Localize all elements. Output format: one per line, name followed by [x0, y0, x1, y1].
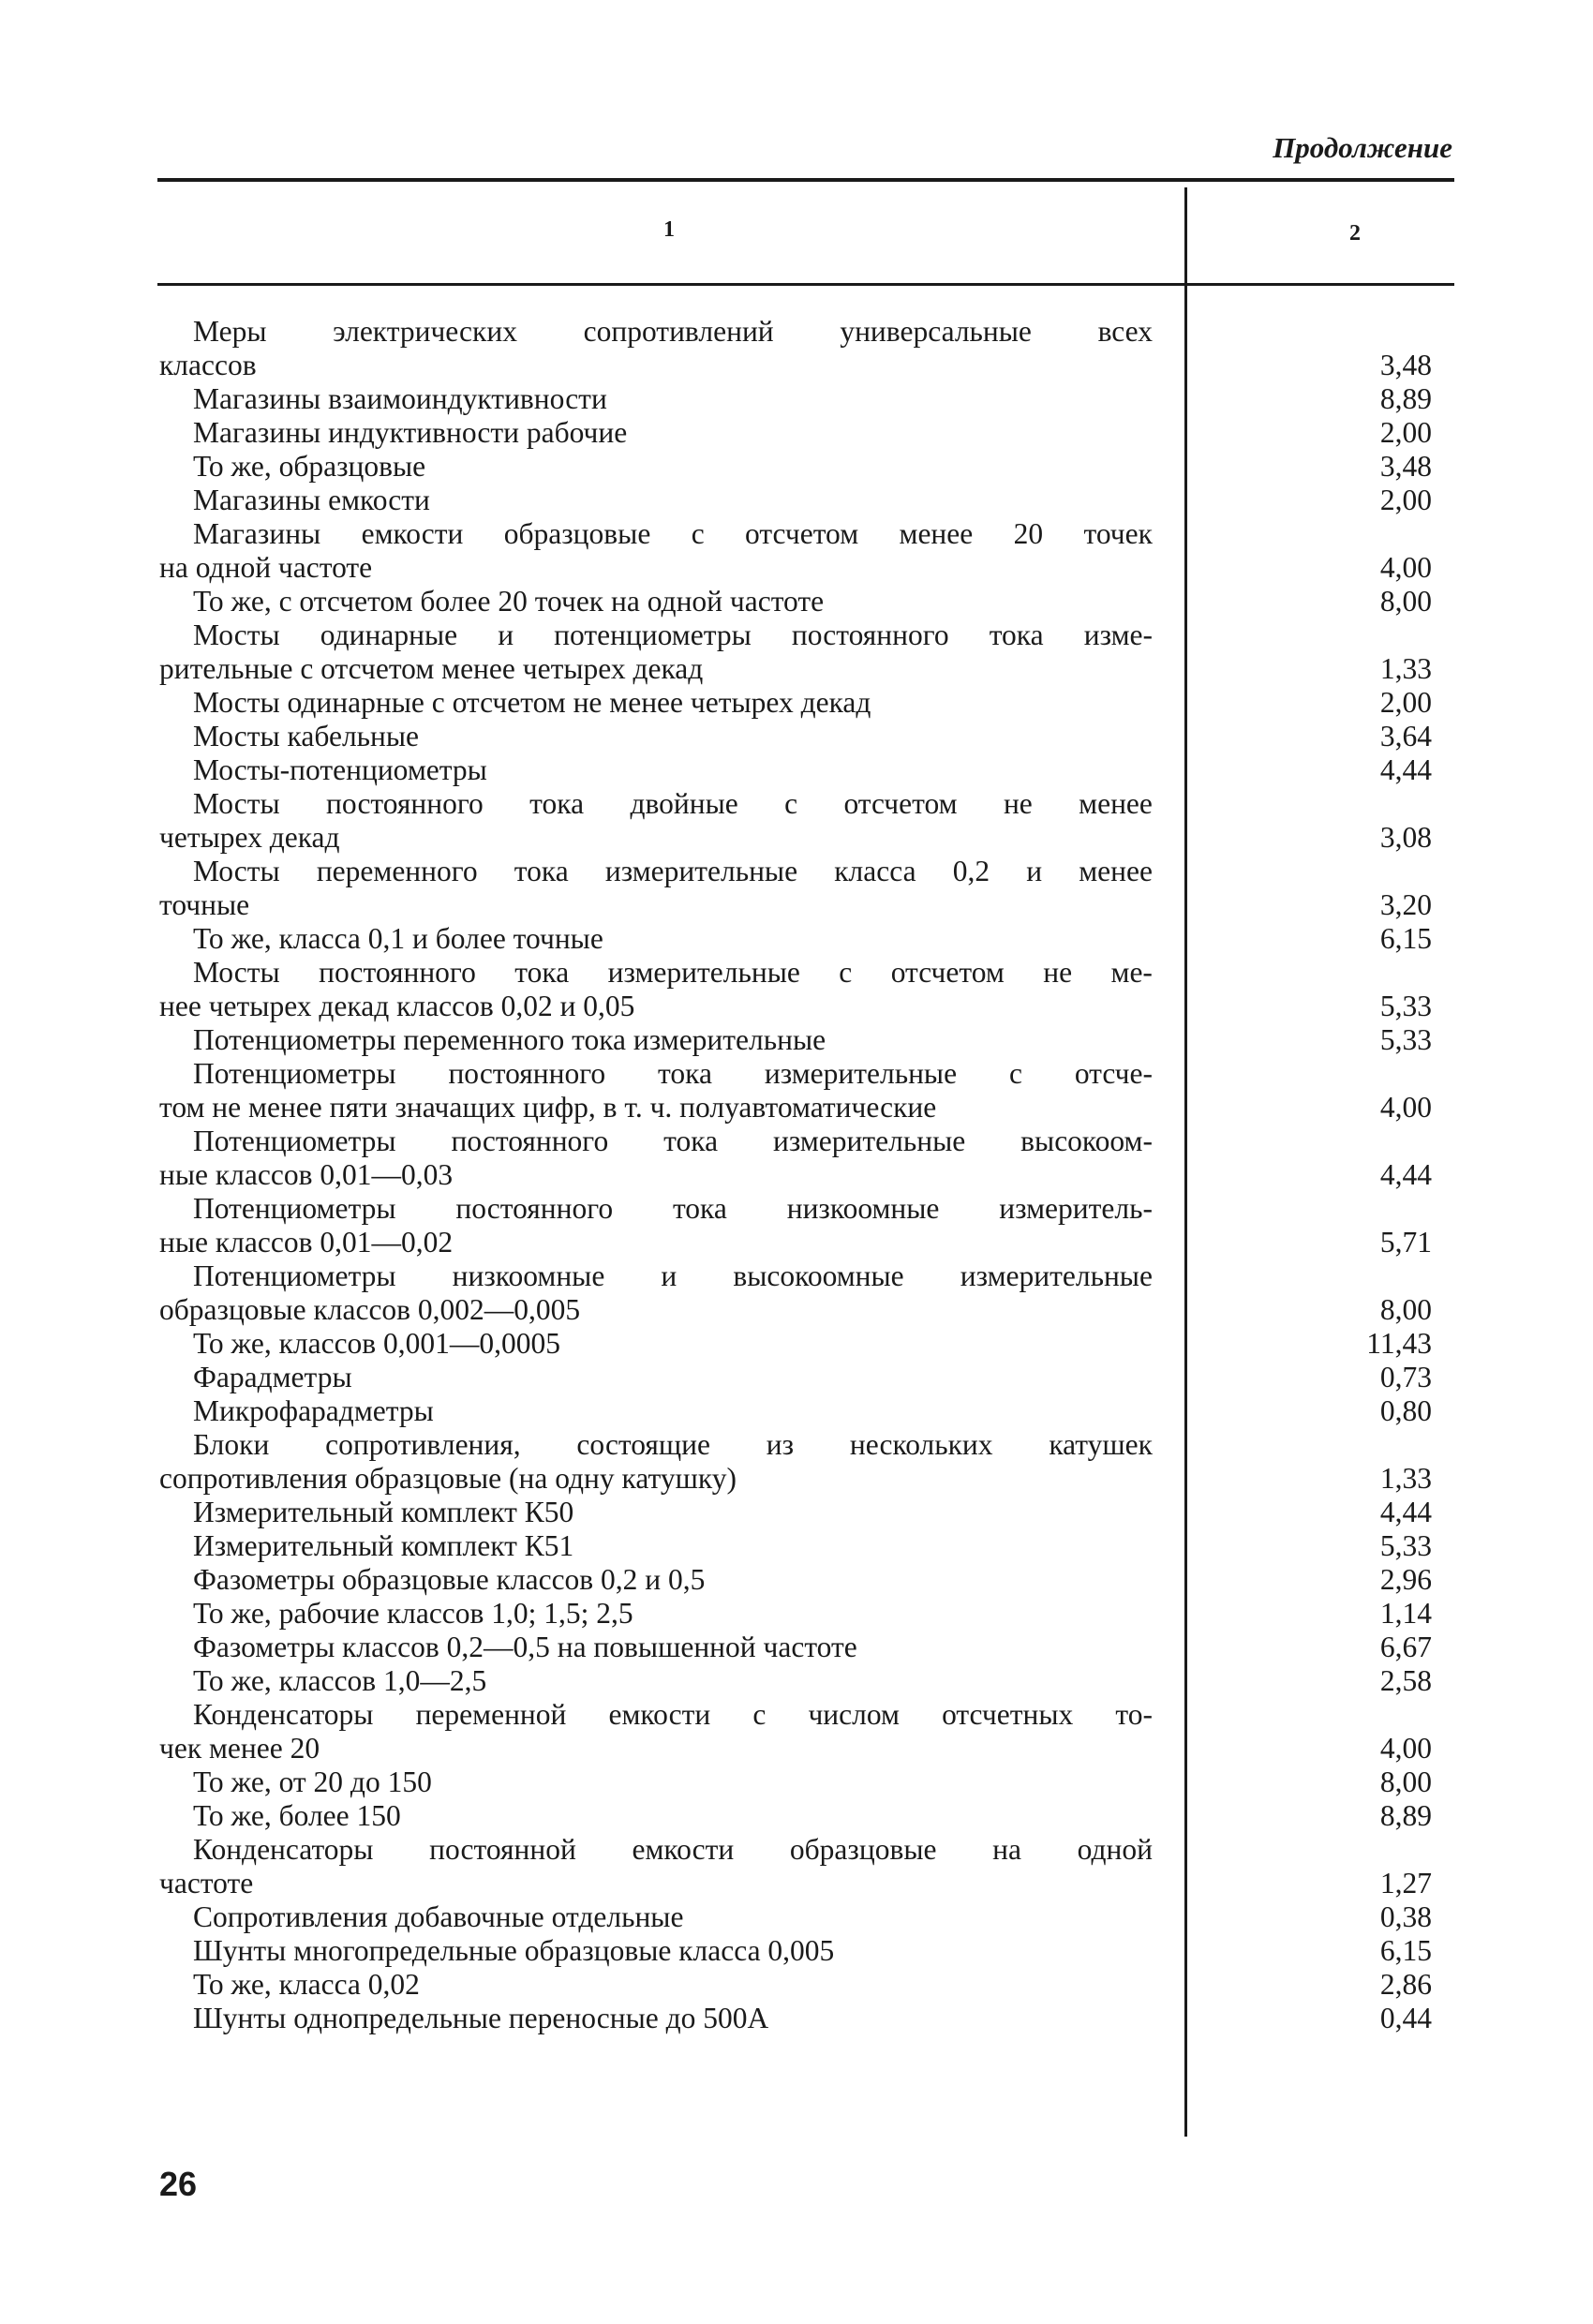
table-row: [159, 686, 1434, 720]
row-description: [159, 1394, 1153, 1428]
row-value: 2,00: [1379, 686, 1432, 719]
description-line: То же, классов 0,001—0,0005: [193, 1327, 561, 1360]
column-header-2: 2: [1349, 221, 1361, 246]
row-value: 8,00: [1379, 1765, 1432, 1798]
row-description: [159, 1496, 1153, 1529]
row-value: 5,71: [1379, 1226, 1432, 1259]
description-line: сопротивления образцовые (на одну катушку): [159, 1462, 737, 1495]
table-row: [159, 787, 1434, 855]
table-row: [159, 1192, 1434, 1259]
row-value: 1,27: [1379, 1867, 1432, 1899]
row-value: 3,48: [1379, 349, 1432, 381]
table-row: [159, 1934, 1434, 1968]
table-row: [159, 1023, 1434, 1057]
description-line: классов: [159, 349, 257, 381]
row-description: [159, 1327, 1153, 1361]
row-description: [159, 1833, 1153, 1900]
table-row: [159, 1799, 1434, 1833]
description-line: Мосты кабельные: [193, 720, 420, 752]
row-description: [159, 1765, 1153, 1799]
description-line: То же, от 20 до 150: [193, 1765, 432, 1798]
row-value: 5,33: [1379, 990, 1432, 1022]
row-value: 6,15: [1379, 922, 1432, 955]
description-line: Микрофарадметры: [193, 1394, 434, 1427]
row-value: 4,44: [1379, 753, 1432, 786]
description-line: То же, более 150: [193, 1799, 401, 1832]
description-line: Мосты постоянного тока измерительные с отсчетом не ме-: [193, 956, 1153, 989]
description-line: Потенциометры переменного тока измерительные: [193, 1023, 826, 1056]
row-description: [159, 1900, 1153, 1934]
description-line: Мосты одинарные с отсчетом не менее четырех декад: [193, 686, 871, 719]
row-description: [159, 517, 1153, 585]
row-description: [159, 753, 1153, 787]
row-value: 8,00: [1379, 1293, 1432, 1326]
description-line: Потенциометры низкоомные и высокоомные измерительные: [193, 1259, 1153, 1292]
row-description: [159, 1361, 1153, 1394]
row-value: 1,33: [1379, 1462, 1432, 1495]
table-row: [159, 382, 1434, 416]
row-value: 1,33: [1379, 652, 1432, 685]
row-value: 4,44: [1379, 1496, 1432, 1528]
row-description: [159, 1057, 1153, 1125]
table-row: [159, 1631, 1434, 1664]
description-line: на одной частоте: [159, 551, 373, 584]
description-line: Магазины емкости образцовые с отсчетом менее 20 точек: [193, 517, 1153, 550]
table-row: [159, 956, 1434, 1023]
table-row: [159, 484, 1434, 517]
description-line: частоте: [159, 1867, 254, 1899]
row-value: 2,00: [1379, 484, 1432, 516]
row-description: [159, 1023, 1153, 1057]
row-description: [159, 1597, 1153, 1631]
table-row: [159, 1968, 1434, 2002]
row-description: [159, 956, 1153, 1023]
description-line: Блоки сопротивления, состоящие из нескольких катушек: [193, 1428, 1153, 1461]
table-row: [159, 2002, 1434, 2035]
row-value: 8,89: [1379, 382, 1432, 415]
table-row: [159, 1765, 1434, 1799]
table-row: [159, 753, 1434, 787]
description-line: ные классов 0,01—0,02: [159, 1226, 454, 1259]
row-value: 3,64: [1379, 720, 1432, 752]
row-value: 3,20: [1379, 888, 1432, 921]
column-header-1: 1: [663, 217, 675, 242]
row-description: [159, 922, 1153, 956]
table-header-rule: [157, 283, 1454, 286]
description-line: Шунты однопредельные переносные до 500А: [193, 2002, 769, 2034]
description-line: Измерительный комплект К51: [193, 1529, 574, 1562]
row-description: [159, 2002, 1153, 2035]
table-row: [159, 1428, 1434, 1496]
description-line: Потенциометры постоянного тока измерительные высокоом-: [193, 1125, 1153, 1157]
row-value: 2,86: [1379, 1968, 1432, 2001]
row-description: [159, 1664, 1153, 1698]
row-value: 2,00: [1379, 416, 1432, 449]
table-row: [159, 450, 1434, 484]
description-line: Конденсаторы переменной емкости с числом отсчетных то-: [193, 1698, 1153, 1731]
description-line: Потенциометры постоянного тока низкоомные измеритель-: [193, 1192, 1153, 1225]
description-line: То же, образцовые: [193, 450, 426, 483]
row-value: 8,89: [1379, 1799, 1432, 1832]
description-line: Конденсаторы постоянной емкости образцовые на одной: [193, 1833, 1153, 1866]
description-line: том не менее пяти значащих цифр, в т. ч. полуавтоматические: [159, 1091, 937, 1124]
description-line: Фазометры классов 0,2—0,5 на повышенной частоте: [193, 1631, 857, 1663]
table-row: [159, 1125, 1434, 1192]
table-row: [159, 1529, 1434, 1563]
description-line: Фарадметры: [193, 1361, 352, 1393]
description-line: Магазины емкости: [193, 484, 430, 516]
description-line: Магазины индуктивности рабочие: [193, 416, 628, 449]
description-line: Шунты многопредельные образцовые класса 0,005: [193, 1934, 835, 1967]
row-value: 6,15: [1379, 1934, 1432, 1967]
row-value: 0,44: [1379, 2002, 1432, 2034]
table-row: [159, 315, 1434, 382]
row-description: [159, 1799, 1153, 1833]
description-line: То же, с отсчетом более 20 точек на одной частоте: [193, 585, 825, 618]
row-value: 4,00: [1379, 1732, 1432, 1765]
description-line: Сопротивления добавочные отдельные: [193, 1900, 684, 1933]
description-line: То же, класса 0,02: [193, 1968, 420, 2001]
table-row: [159, 1597, 1434, 1631]
row-value: 3,48: [1379, 450, 1432, 483]
description-line: рительные с отсчетом менее четырех декад: [159, 652, 704, 685]
description-line: Мосты-потенциометры: [193, 753, 487, 786]
row-value: 0,80: [1379, 1394, 1432, 1427]
row-value: 0,38: [1379, 1900, 1432, 1933]
row-description: [159, 382, 1153, 416]
row-value: 4,44: [1379, 1158, 1432, 1191]
description-line: То же, класса 0,1 и более точные: [193, 922, 603, 955]
row-description: [159, 1631, 1153, 1664]
table-row: [159, 1361, 1434, 1394]
row-value: 4,00: [1379, 551, 1432, 584]
row-description: [159, 1529, 1153, 1563]
continuation-label: Продолжение: [1273, 131, 1452, 164]
row-description: [159, 686, 1153, 720]
table-row: [159, 720, 1434, 753]
row-value: 0,73: [1379, 1361, 1432, 1393]
table-row: [159, 517, 1434, 585]
description-line: четырех декад: [159, 821, 340, 854]
row-value: 1,14: [1379, 1597, 1432, 1630]
row-description: [159, 416, 1153, 450]
row-description: [159, 1125, 1153, 1192]
table-row: [159, 1900, 1434, 1934]
row-description: [159, 1968, 1153, 2002]
table-row: [159, 585, 1434, 618]
page-number: 26: [159, 2165, 198, 2203]
description-line: Мосты переменного тока измерительные класса 0,2 и менее: [193, 855, 1153, 887]
row-value: 3,08: [1379, 821, 1432, 854]
row-value: 5,33: [1379, 1529, 1432, 1562]
row-description: [159, 720, 1153, 753]
row-value: 11,43: [1366, 1327, 1432, 1360]
row-value: 6,67: [1379, 1631, 1432, 1663]
description-line: Меры электрических сопротивлений универсальные всех: [193, 315, 1153, 348]
row-value: 2,58: [1379, 1664, 1432, 1697]
description-line: чек менее 20: [159, 1732, 320, 1765]
table-row: [159, 1057, 1434, 1125]
description-line: нее четырех декад классов 0,02 и 0,05: [159, 990, 635, 1022]
row-description: [159, 855, 1153, 922]
row-description: [159, 618, 1153, 686]
table-row: [159, 855, 1434, 922]
table-row: [159, 618, 1434, 686]
table-row: [159, 1563, 1434, 1597]
table-row: [159, 1496, 1434, 1529]
row-description: [159, 1259, 1153, 1327]
row-description: [159, 450, 1153, 484]
table-row: [159, 1664, 1434, 1698]
row-value: 8,00: [1379, 585, 1432, 618]
description-line: образцовые классов 0,002—0,005: [159, 1293, 581, 1326]
row-description: [159, 1698, 1153, 1765]
row-description: [159, 787, 1153, 855]
table-row: [159, 1698, 1434, 1765]
table-row: [159, 416, 1434, 450]
table-row: [159, 1259, 1434, 1327]
description-line: Мосты одинарные и потенциометры постоянного тока изме-: [193, 618, 1153, 651]
table-row: [159, 922, 1434, 956]
table-row: [159, 1327, 1434, 1361]
description-line: точные: [159, 888, 250, 921]
row-value: 5,33: [1379, 1023, 1432, 1056]
row-value: 2,96: [1379, 1563, 1432, 1596]
row-description: [159, 1934, 1153, 1968]
row-value: 4,00: [1379, 1091, 1432, 1124]
row-description: [159, 484, 1153, 517]
table-row: [159, 1394, 1434, 1428]
description-line: Потенциометры постоянного тока измерительные с отсче-: [193, 1057, 1153, 1090]
description-line: То же, рабочие классов 1,0; 1,5; 2,5: [193, 1597, 633, 1630]
description-line: Измерительный комплект К50: [193, 1496, 574, 1528]
description-line: То же, классов 1,0—2,5: [193, 1664, 487, 1697]
table-top-rule: [157, 178, 1454, 182]
table-body: [159, 315, 1434, 2035]
row-description: [159, 1192, 1153, 1259]
table-row: [159, 1833, 1434, 1900]
row-description: [159, 1428, 1153, 1496]
row-description: [159, 315, 1153, 382]
description-line: Магазины взаимоиндуктивности: [193, 382, 607, 415]
row-description: [159, 585, 1153, 618]
description-line: Мосты постоянного тока двойные с отсчетом не менее: [193, 787, 1153, 820]
description-line: Фазометры образцовые классов 0,2 и 0,5: [193, 1563, 706, 1596]
row-description: [159, 1563, 1153, 1597]
description-line: ные классов 0,01—0,03: [159, 1158, 454, 1191]
